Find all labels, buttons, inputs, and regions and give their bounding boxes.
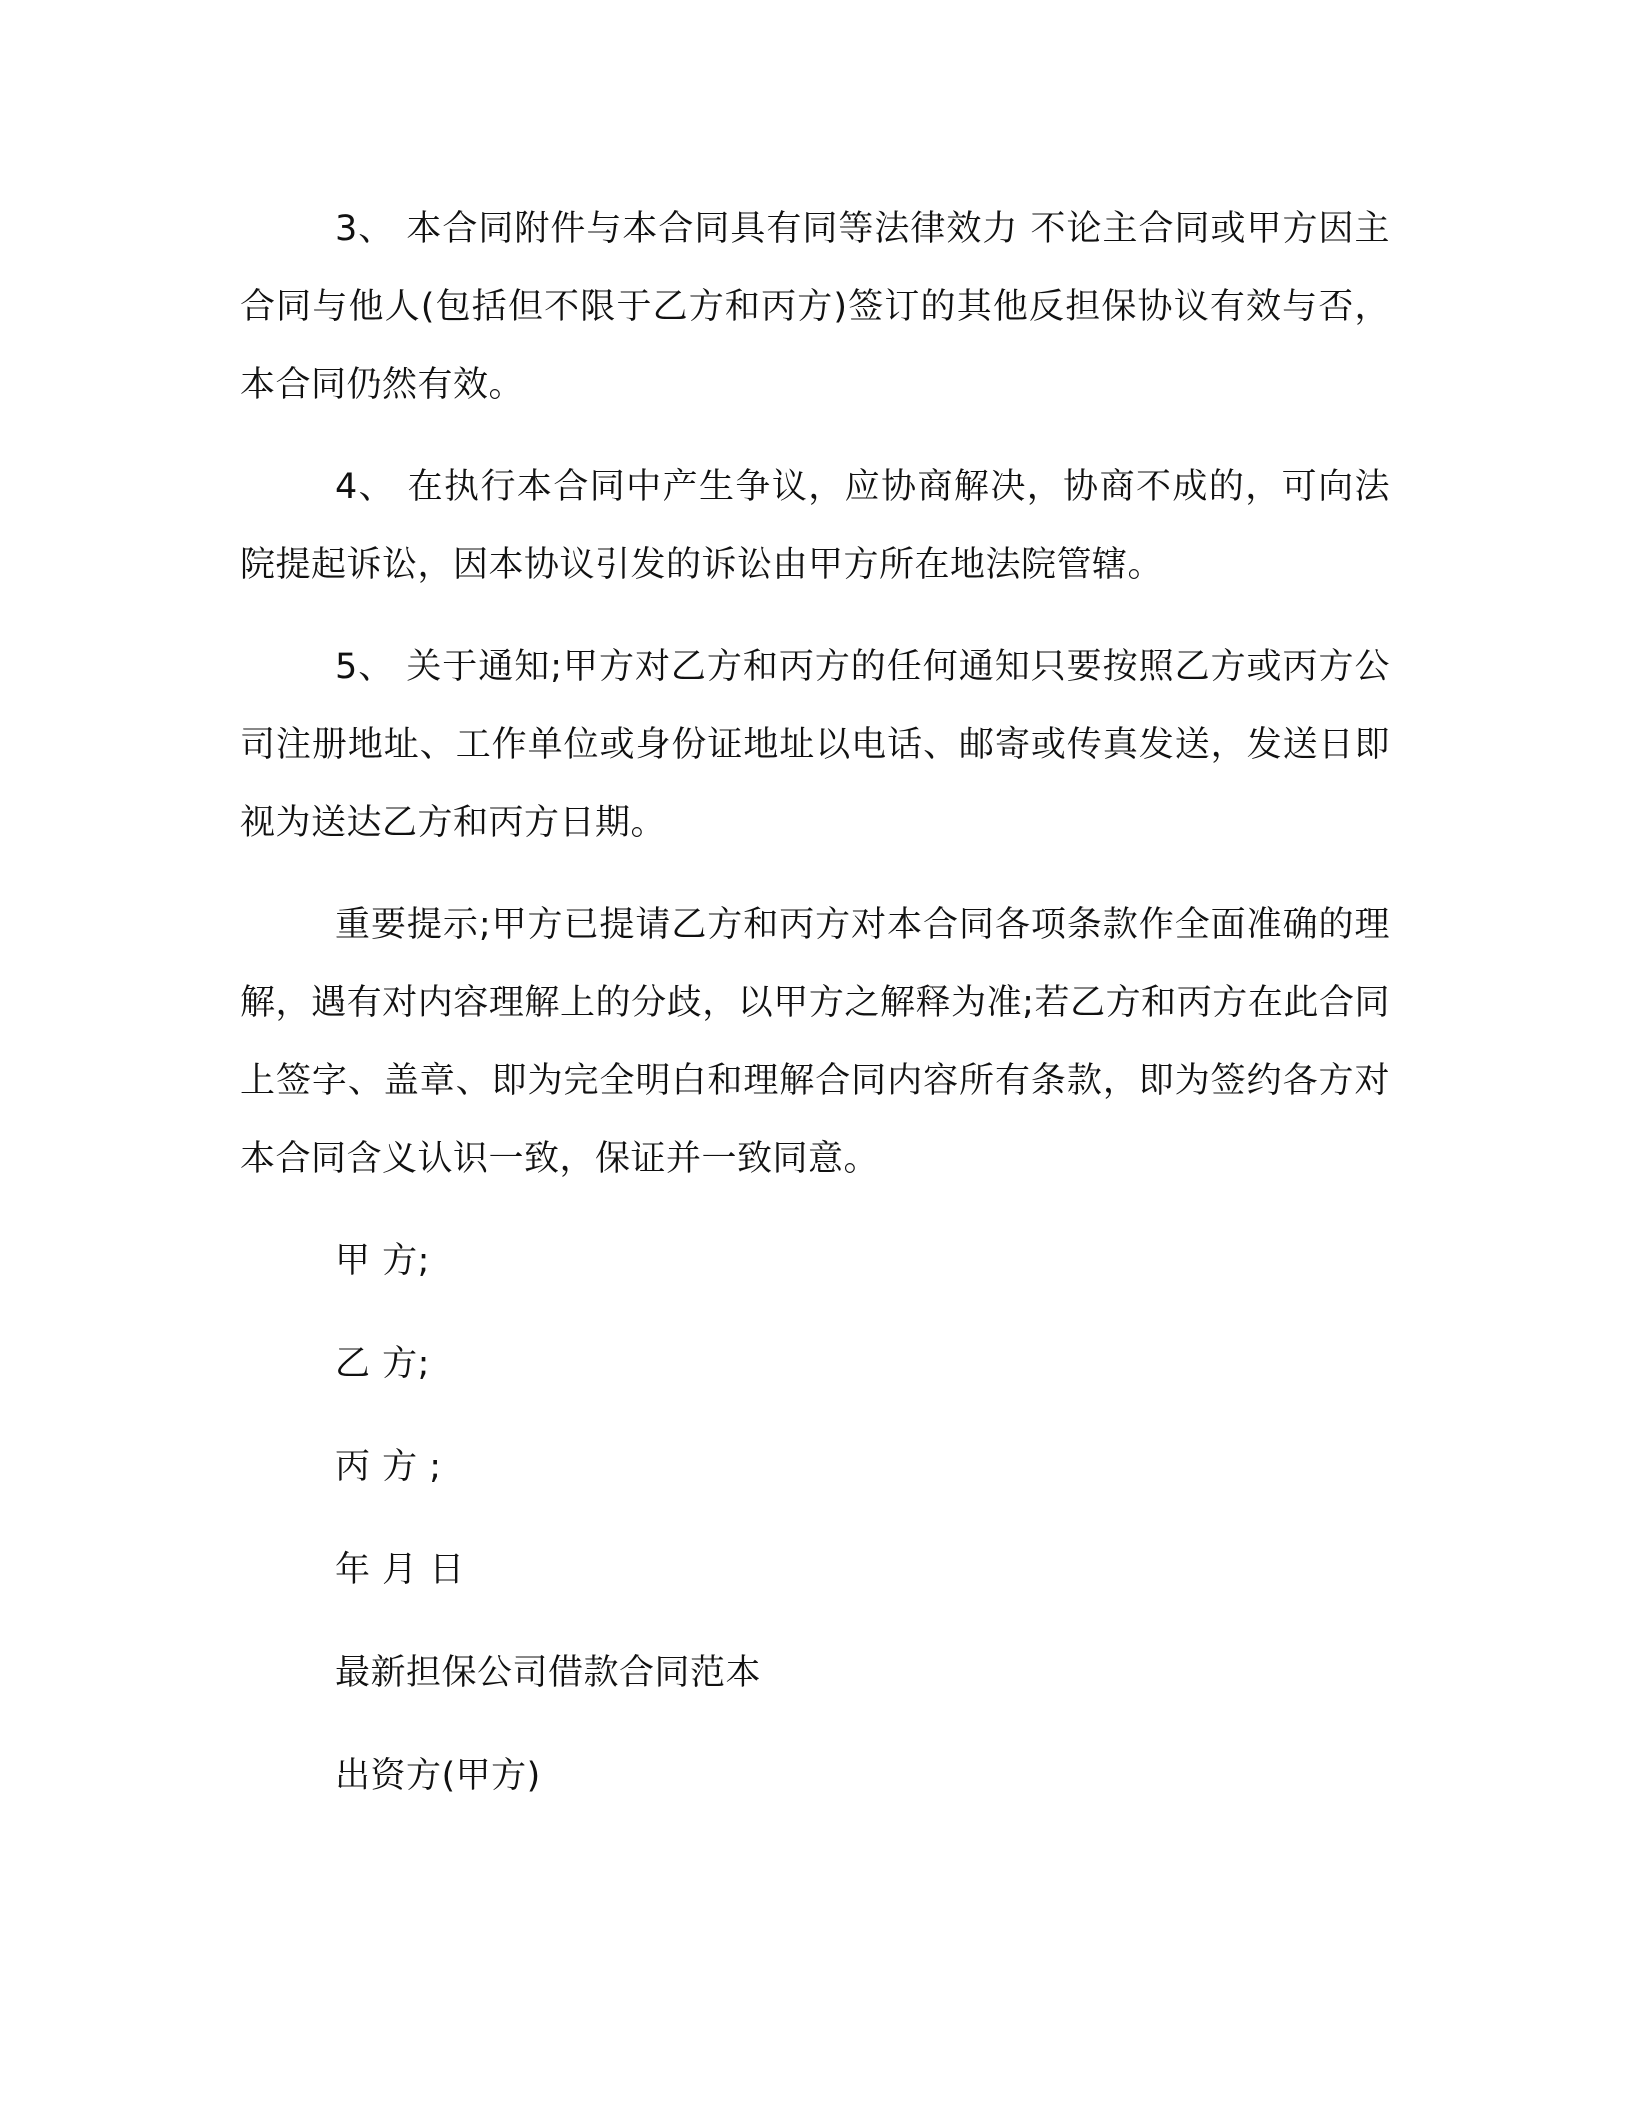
clause-5-paragraph: 5、 关于通知;甲方对乙方和丙方的任何通知只要按照乙方或丙方公司注册地址、工作单位或身份证地址以电话、邮寄或传真发送，发送日即视为送达乙方和丙方日期。	[240, 647, 1390, 843]
investor-line: 出资方(甲方)	[335, 1756, 541, 1796]
date-line: 年 月 日	[335, 1550, 465, 1590]
clause-4-paragraph: 4、 在执行本合同中产生争议，应协商解决，协商不成的，可向法院提起诉讼，因本协议引发的诉讼由甲方所在地法院管辖。	[240, 467, 1390, 585]
party-c-signature-line: 丙 方 ;	[335, 1447, 442, 1487]
party-a-signature-line: 甲 方;	[335, 1241, 430, 1281]
party-b-signature-line: 乙 方;	[335, 1344, 430, 1384]
next-contract-title: 最新担保公司借款合同范本	[335, 1653, 762, 1693]
clause-3-paragraph: 3、 本合同附件与本合同具有同等法律效力 不论主合同或甲方因主合同与他人(包括但不限于乙方和丙方)签订的其他反担保协议有效与否，本合同仍然有效。	[240, 209, 1390, 405]
document-body	[240, 190, 1390, 1840]
important-notice-paragraph: 重要提示;甲方已提请乙方和丙方对本合同各项条款作全面准确的理解，遇有对内容理解上的分歧，以甲方之解释为准;若乙方和丙方在此合同上签字、盖章、即为完全明白和理解合同内容所有条款，即为签约各方对本合同含义认识一致，保证并一致同意。	[240, 905, 1390, 1179]
